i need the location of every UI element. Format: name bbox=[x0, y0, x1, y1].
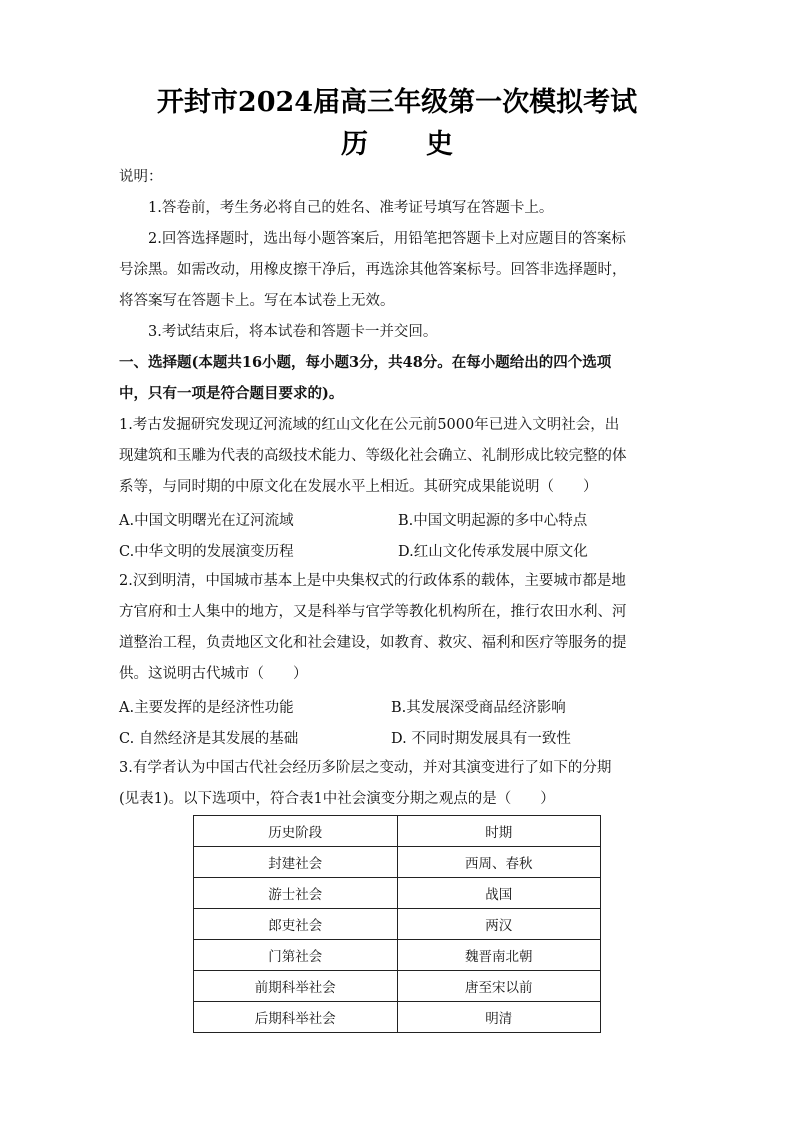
table-cell: 郎吏社会 bbox=[194, 909, 398, 940]
instructions-label: 说明： bbox=[119, 169, 163, 185]
q1-stem-3: 系等，与同时期的中原文化在发展水平上相近。其研究成果能说明（ ） bbox=[119, 479, 598, 495]
table-header-cell: 历史阶段 bbox=[194, 816, 398, 847]
q1-option-d: D.红山文化传承发展中原文化 bbox=[398, 544, 588, 560]
q1-stem-1: 1.考古发掘研究发现辽河流域的红山文化在公元前5000年已进入文明社会，出 bbox=[119, 417, 620, 433]
q1-option-a: A.中国文明曙光在辽河流域 bbox=[119, 513, 294, 529]
table-row bbox=[194, 847, 601, 878]
table-cell: 明清 bbox=[397, 1002, 601, 1033]
subject-char-1: 历 bbox=[341, 129, 368, 160]
table-row bbox=[194, 940, 601, 971]
q2-option-b: B.其发展深受商品经济影响 bbox=[391, 700, 566, 716]
table-cell: 游士社会 bbox=[194, 878, 398, 909]
table-row bbox=[194, 909, 601, 940]
q3-table bbox=[193, 815, 601, 1033]
instruction-2a: 2.回答选择题时，选出每小题答案后，用铅笔把答题卡上对应题目的答案标 bbox=[148, 231, 626, 247]
q3-stem-1: 3.有学者认为中国古代社会经历多阶层之变动，并对其演变进行了如下的分期 bbox=[119, 760, 612, 776]
table-row bbox=[194, 971, 601, 1002]
section-heading-1: 一、选择题(本题共16小题，每小题3分，共48分。在每小题给出的四个选项 bbox=[119, 354, 612, 371]
table-cell: 魏晋南北朝 bbox=[397, 940, 601, 971]
q1-stem-2: 现建筑和玉雕为代表的高级技术能力、等级化社会确立、礼制形成比较完整的体 bbox=[119, 448, 627, 464]
table-cell: 唐至宋以前 bbox=[397, 971, 601, 1002]
q2-stem-4: 供。这说明古代城市（ ） bbox=[119, 666, 308, 682]
table-cell: 封建社会 bbox=[194, 847, 398, 878]
exam-title: 开封市2024届高三年级第一次模拟考试 bbox=[156, 87, 638, 118]
q2-option-a: A.主要发挥的是经济性功能 bbox=[119, 700, 294, 716]
instruction-3: 3.考试结束后，将本试卷和答题卡一并交回。 bbox=[148, 324, 438, 340]
table-cell: 后期科举社会 bbox=[194, 1002, 398, 1033]
table-cell: 两汉 bbox=[397, 909, 601, 940]
q1-option-b: B.中国文明起源的多中心特点 bbox=[398, 513, 588, 529]
q2-stem-3: 道整治工程，负责地区文化和社会建设，如教育、救灾、福利和医疗等服务的提 bbox=[119, 635, 627, 651]
section-heading-2: 中，只有一项是符合题目要求的)。 bbox=[119, 385, 344, 402]
table-header-cell: 时期 bbox=[397, 816, 601, 847]
instruction-2c: 将答案写在答题卡上。写在本试卷上无效。 bbox=[119, 293, 395, 309]
subject-title bbox=[0, 122, 794, 161]
q1-option-c: C.中华文明的发展演变历程 bbox=[119, 544, 294, 560]
subject-char-2: 史 bbox=[426, 129, 453, 160]
q2-option-d: D. 不同时期发展具有一致性 bbox=[391, 731, 571, 747]
q2-stem-2: 方官府和士人集中的地方，又是科举与官学等教化机构所在，推行农田水利、河 bbox=[119, 604, 627, 620]
q2-stem-1: 2.汉到明清，中国城市基本上是中央集权式的行政体系的载体，主要城市都是地 bbox=[119, 573, 626, 589]
table-cell: 西周、春秋 bbox=[397, 847, 601, 878]
table-header-row bbox=[194, 816, 601, 847]
table-row bbox=[194, 878, 601, 909]
q2-option-c: C. 自然经济是其发展的基础 bbox=[119, 731, 299, 747]
q3-stem-2: (见表1)。以下选项中，符合表1中社会演变分期之观点的是（ ） bbox=[119, 791, 555, 807]
table-cell: 前期科举社会 bbox=[194, 971, 398, 1002]
instruction-1: 1.答卷前，考生务必将自己的姓名、准考证号填写在答题卡上。 bbox=[148, 200, 554, 216]
instruction-2b: 号涂黑。如需改动，用橡皮擦干净后，再选涂其他答案标号。回答非选择题时， bbox=[119, 262, 627, 278]
table-cell: 门第社会 bbox=[194, 940, 398, 971]
table-cell: 战国 bbox=[397, 878, 601, 909]
table-row bbox=[194, 1002, 601, 1033]
